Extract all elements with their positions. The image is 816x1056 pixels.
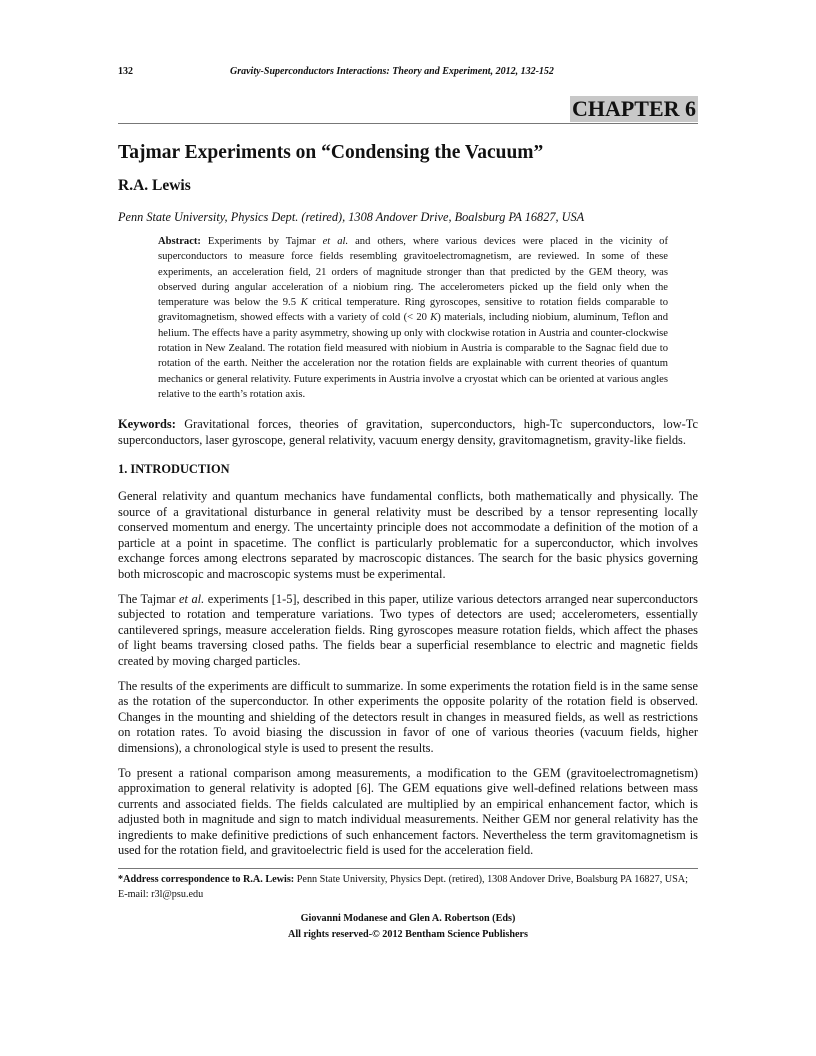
author-affiliation: Penn State University, Physics Dept. (retired), 1308 Andover Drive, Boalsburg PA 16827, USA: [118, 210, 585, 224]
author-name: R.A. Lewis: [118, 177, 191, 194]
header-divider: [118, 123, 698, 124]
publisher-info: [118, 911, 698, 942]
paragraph-text: et al.: [178, 591, 205, 606]
abstract-label: Abstract:: [158, 236, 201, 247]
editors-line: Giovanni Modanese and Glen A. Robertson (Eds): [300, 913, 516, 925]
footnote: [118, 872, 698, 902]
abstract-text: et al.: [322, 236, 349, 247]
paragraph: [118, 592, 698, 669]
page-number: 132: [118, 66, 133, 77]
abstract-text: critical temperature. Ring gyroscopes, sensitive to rotation fields comparable to gravitomagnetism, showed effects with a variety of cold (< 20: [158, 297, 668, 324]
abstract-text: Experiments by Tajmar: [200, 236, 323, 247]
keywords-text: Gravitational forces, theories of gravitation, superconductors, high-Tc superconductors, low-Tc superconductors, laser gyroscope, general relativity, vacuum energy density, gravitomagnetism, gravity-like fields.: [118, 417, 698, 447]
chapter-title: Tajmar Experiments on “Condensing the Vacuum”: [118, 142, 544, 163]
abstract-text: K: [430, 312, 438, 324]
rights-line: All rights reserved-© 2012 Bentham Science Publishers: [287, 928, 529, 940]
abstract-text: and others, where various devices were placed in the vicinity of superconductors to measure force fields resembling gravitoelectromagnetism, are reviewed. In some of these experiments, an acceleration field, 21 orders of magnitude stronger than that predicted by the GEM theory, was observed during angular acceleration of a niobium ring. The accelerometers picked up the field only when the temperature was below the 9.5: [158, 236, 668, 309]
footnote-divider: [118, 868, 698, 869]
keywords-label: Keywords:: [118, 417, 176, 432]
paragraph-text: The Tajmar: [118, 591, 179, 606]
abstract: [158, 234, 668, 402]
footnote-label: *Address correspondence to R.A. Lewis:: [118, 874, 295, 886]
chapter-label: CHAPTER 6: [571, 96, 696, 121]
abstract-text: ) materials, including niobium, aluminum, Teflon and helium. The effects have a parity asymmetry, showing up only with clockwise rotation in Austria and counter-clockwise rotation in New Zealand. The rotation field measured with niobium in Austria is comparable to the Sagnac field due to rotation of the earth. Neither the acceleration nor the rotation fields are explainable with current theories of quantum mechanics or general relativity. Future experiments in Austria involve a cryostat which can be oriented at various angles relative to the earth’s rotation axis.: [158, 312, 668, 400]
paragraph: General relativity and quantum mechanics have fundamental conflicts, both mathematically and physically. The source of a gravitational disturbance in general relativity must be described by a tensor representing locally conserved momentum and energy. The uncertainty principle does not accommodate a definition of the motion of a particle at a point in spacetime. The conflict is particularly problematic for a superconductor, which involves exchange forces among electrons separated by macroscopic distances. The search for the basic physics governing both microscopic and macroscopic systems must be experimental.: [118, 489, 698, 581]
page-body: [118, 141, 698, 972]
paragraph: The results of the experiments are difficult to summarize. In some experiments the rotation field is in the same sense as the rotation of the superconductor. In other experiments the opposite polarity of the rotation field is observed. Changes in the mounting and shielding of the detectors result in changes in measured fields, as well as restrictions on rotation rates. To avoid biasing the discussion in favor of one of various theories (vacuum fields, higher dimensions), a chronological style is used to present the results.: [118, 678, 698, 755]
journal-citation: Gravity-Superconductors Interactions: Theory and Experiment, 2012, 132-152: [230, 66, 554, 77]
abstract-text: K: [300, 297, 308, 309]
paragraph-text: experiments [1-5], described in this paper, utilize various detectors arranged near superconductors subjected to rotation and temperature variations. Two types of detectors are used; accelerometers, essentially cantilevered springs, measure acceleration fields. Ring gyroscopes measure rotation fields, which affect the phases of light beams traversing closed paths. The fields bear a superficial resemblance to electric and magnetic fields created by moving charged particles.: [118, 591, 698, 668]
paragraph: To present a rational comparison among measurements, a modification to the GEM (gravitoelectromagnetism) approximation to general relativity is adopted [6]. The GEM equations give well-defined relations between mass currents and associated fields. The fields calculated are multiplied by an empirical enhancement factor, which is adjusted both in magnitude and sign to match individual measurements. Neither GEM nor general relativity has the ingredients to make definitive predictions of such enhancement factors. Nevertheless the term gravitomagnetism is used for the rotation field, and gravitoelectric field is used for the acceleration field.: [118, 765, 698, 858]
running-header: [118, 66, 698, 80]
footnote-text: Penn State University, Physics Dept. (retired), 1308 Andover Drive, Boalsburg PA 16827, USA; E-mail: r3l@psu.edu: [118, 874, 688, 901]
keywords: [118, 417, 698, 448]
section-heading: 1. INTRODUCTION: [118, 462, 230, 477]
